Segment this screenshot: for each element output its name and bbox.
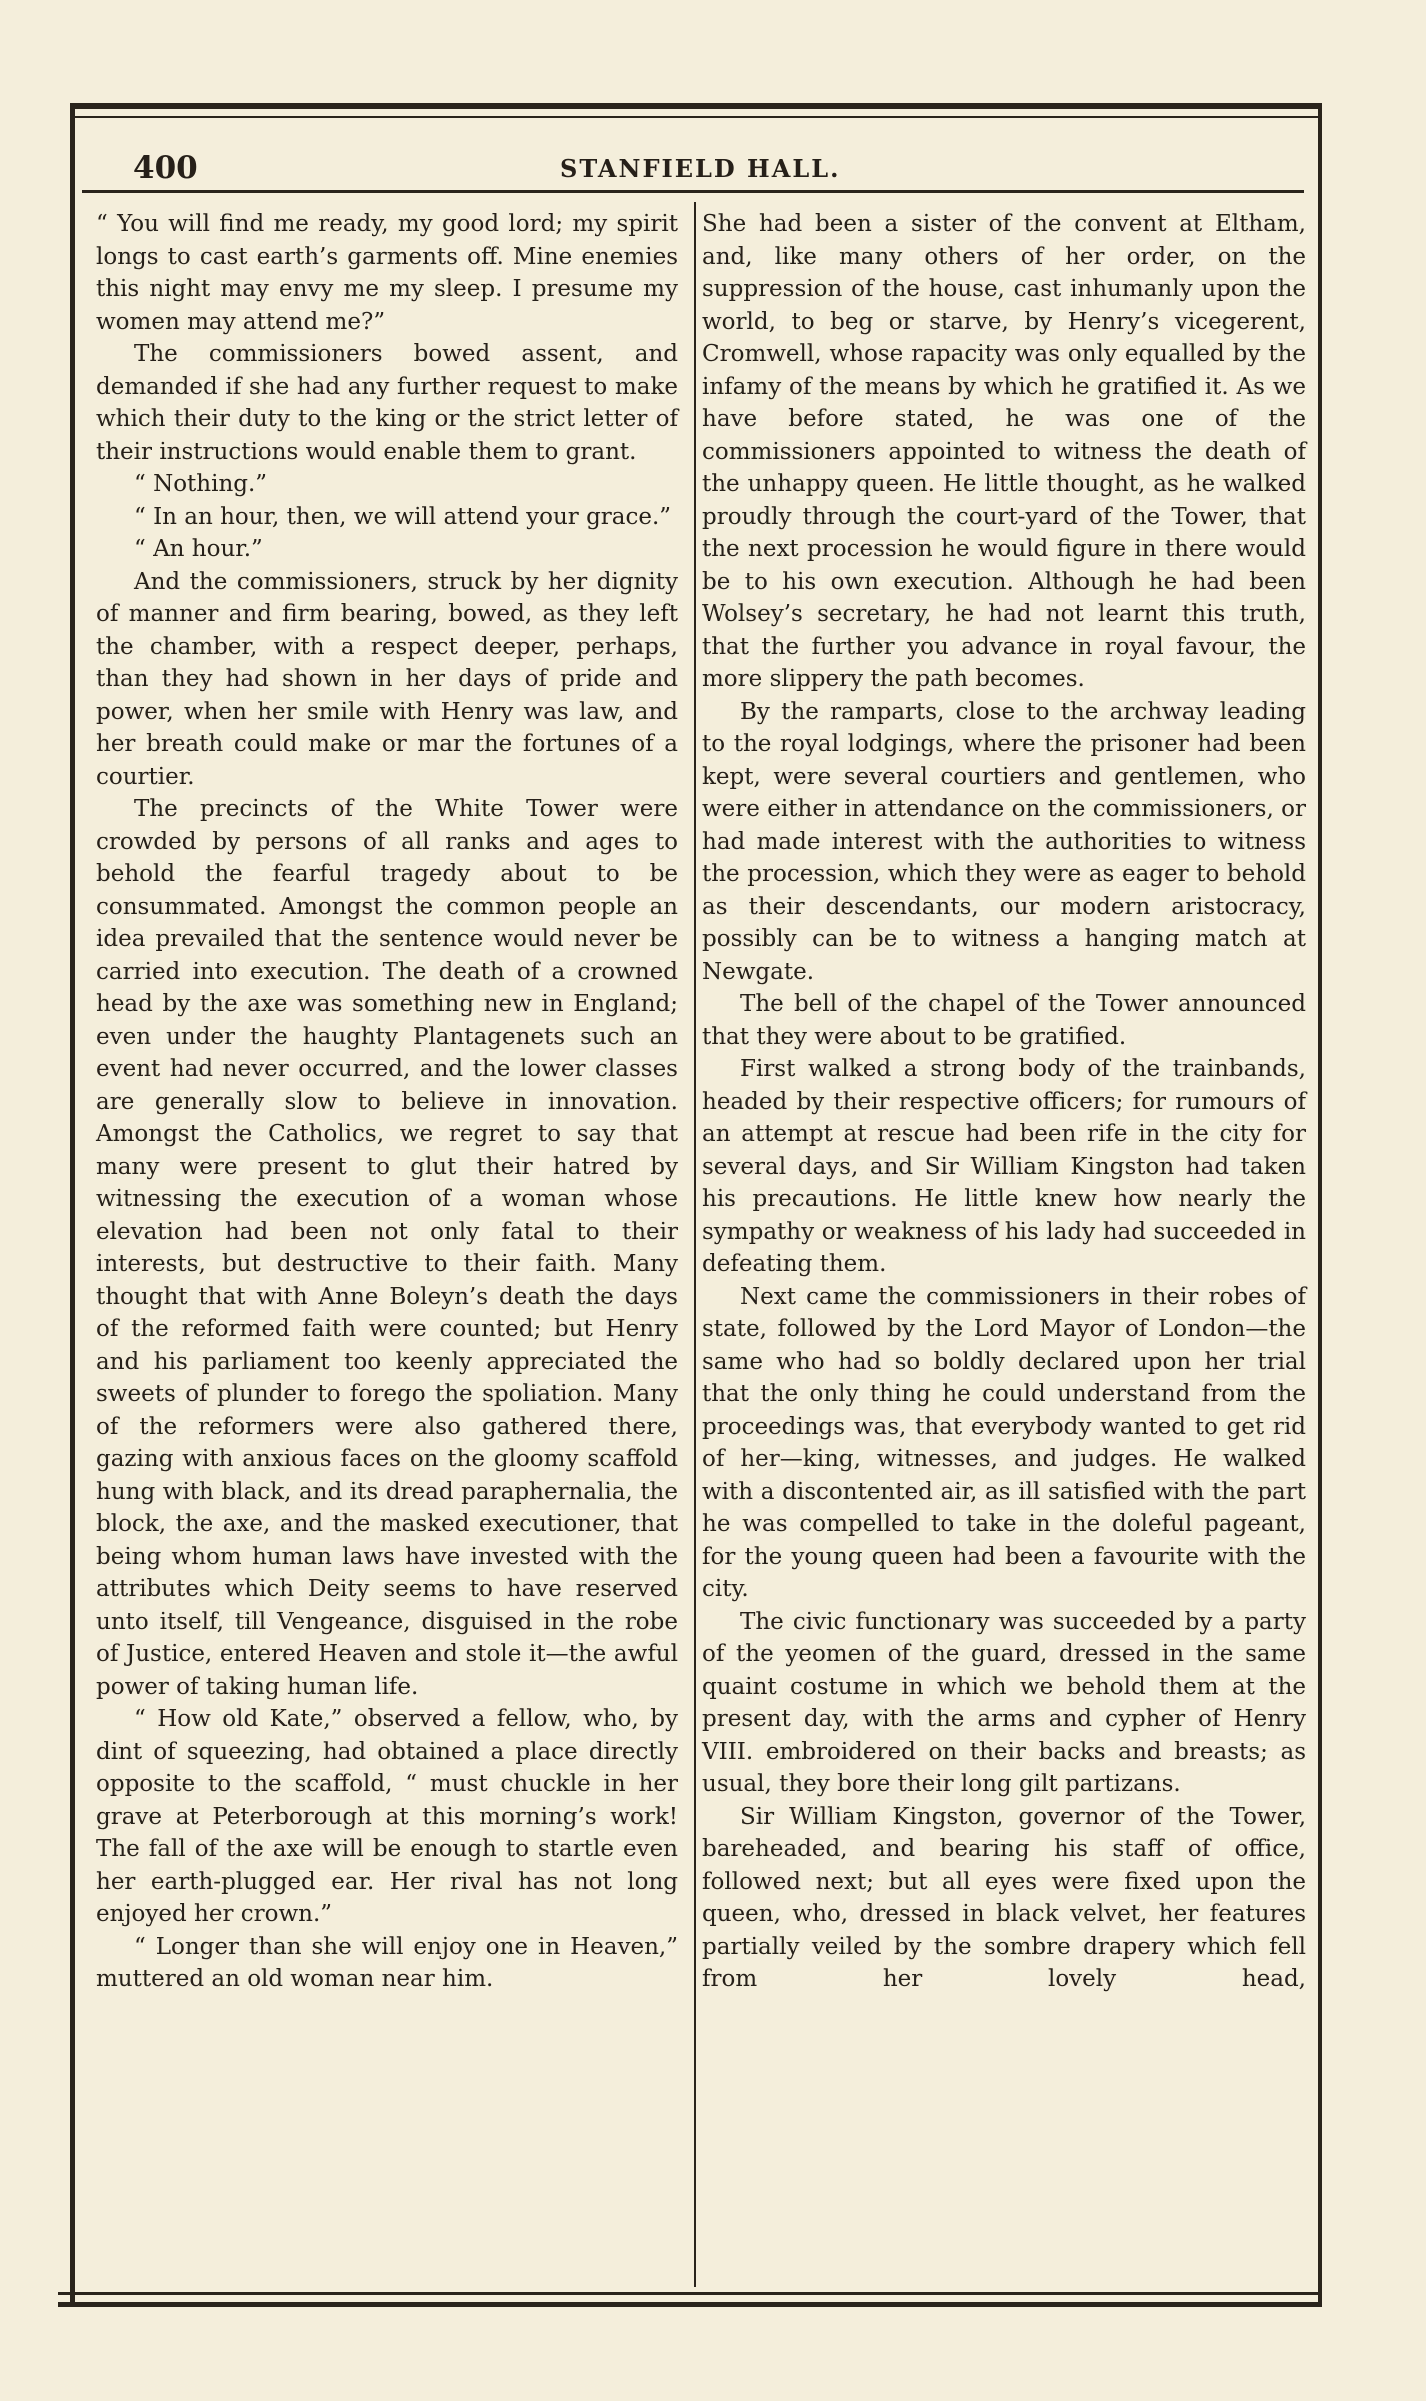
left-border-rule	[70, 106, 75, 2302]
paragraph: “ Longer than she will enjoy one in Heaven,” muttered an old woman near him.	[96, 1933, 678, 1992]
column-divider	[694, 202, 696, 2287]
paragraph: She had been a sister of the convent at Eltham, and, like many others of her order, on the suppression of the house, cast inhumanly upon the world, to beg or starve, by Henry’s vicegerent, Cromwell, whose rapacity was only equalled by the infamy of the means by which he gratified it. As we have before stated, he was one of the commissioners appointed to witness the death of the unhappy queen. He little thought, as he walked proudly through the court-yard of the Tower, that the next procession he would figure in there would be to his own execution. Although he had been Wolsey’s secretary, he had not learnt this truth, that the further you advance in royal favour, the more slippery the path becomes.	[702, 211, 1306, 692]
paragraph: The commissioners bowed assent, and demanded if she had any further request to make which their duty to the king or the strict letter of their instructions would enable them to grant.	[96, 341, 678, 465]
header-rule	[82, 190, 1304, 193]
bottom-border-rule-thin	[58, 2292, 1322, 2295]
bottom-border-rule	[58, 2302, 1322, 2307]
paragraph: The bell of the chapel of the Tower announced that they were about to be gratified.	[702, 991, 1306, 1050]
running-title: STANFIELD HALL.	[560, 154, 841, 183]
paragraph: The civic functionary was succeeded by a party of the yeomen of the guard, dressed in the same quaint costume in which we behold them at the present day, with the arms and cypher of Henry VIII. embroidered on their backs and breasts; as usual, they bore their long gilt partizans.	[702, 1608, 1306, 1797]
paragraph: Sir William Kingston, governor of the Tower, bareheaded, and bearing his staff of office, followed next; but all eyes were fixed upon the queen, who, dressed in black velvet, her features partially veiled by the sombre drapery which fell from her lovely head,	[702, 1803, 1306, 1992]
top-border-rule	[70, 103, 1322, 109]
paragraph: By the ramparts, close to the archway leading to the royal lodgings, where the prisoner had been kept, were several courtiers and gentlemen, who were either in attendance on the commissioners, or had made interest with the authorities to witness the procession, which they were as eager to behold as their descendants, our modern aristocracy, possibly can be to witness a hanging match at Newgate.	[702, 698, 1306, 985]
paragraph: “ An hour.”	[134, 536, 263, 562]
right-column	[702, 208, 1306, 1996]
paragraph: Next came the commissioners in their robes of state, followed by the Lord Mayor of London—the same who had so boldly declared upon her trial that the only thing he could understand from the proceedings was, that everybody wanted to get rid of her—king, witnesses, and judges. He walked with a discontented air, as ill satisfied with the part he was compelled to take in the doleful pageant, for the young queen had been a favourite with the city.	[702, 1283, 1306, 1602]
paragraph: And the commissioners, struck by her dignity of manner and firm bearing, bowed, as they left the chamber, with a respect deeper, perhaps, than they had shown in her days of pride and power, when her smile with Henry was law, and her breath could make or mar the fortunes of a courtier.	[96, 568, 678, 790]
paragraph: “ You will find me ready, my good lord; my spirit longs to cast earth’s garments off. Mine enemies this night may envy me my sleep. I presume my women may attend me?”	[96, 211, 678, 335]
paragraph: “ Nothing.”	[134, 471, 268, 497]
right-border-rule	[1318, 106, 1322, 2302]
top-border-rule-thin	[70, 116, 1322, 118]
paragraph: “ How old Kate,” observed a fellow, who, by dint of squeezing, had obtained a place directly opposite to the scaffold, “ must chuckle in her grave at Peterborough at this morning’s work! The fall of the axe will be enough to startle even her earth-plugged ear. Her rival has not long enjoyed her crown.”	[96, 1706, 678, 1927]
paragraph: “ In an hour, then, we will attend your grace.”	[134, 503, 672, 530]
paragraph: First walked a strong body of the trainbands, headed by their respective officers; for rumours of an attempt at rescue had been rife in the city for several days, and Sir William Kingston had taken his precautions. He little knew how nearly the sympathy or weakness of his lady had succeeded in defeating them.	[702, 1056, 1306, 1277]
page-number: 400	[133, 150, 198, 186]
left-column	[96, 208, 678, 1996]
paragraph: The precincts of the White Tower were crowded by persons of all ranks and ages to behold the fearful tragedy about to be consummated. Amongst the common people an idea prevailed that the sentence would never be carried into execution. The death of a crowned head by the axe was something new in England; even under the haughty Plantagenets such an event had never occurred, and the lower classes are generally slow to believe in innovation. Amongst the Catholics, we regret to say that many were present to glut their hatred by witnessing the execution of a woman whose elevation had been not only fatal to their interests, but destructive to their faith. Many thought that with Anne Boleyn’s death the days of the reformed faith were counted; but Henry and his parliament too keenly appreciated the sweets of plunder to forego the spoliation. Many of the reformers were also gathered there, gazing with anxious faces on the gloomy scaffold hung with black, and its dread paraphernalia, the block, the axe, and the masked executioner, that being whom human laws have invested with the attributes which Deity seems to have reserved unto itself, till Vengeance, disguised in the robe of Justice, entered Heaven and stole it—the awful power of taking human life.	[96, 796, 678, 1700]
